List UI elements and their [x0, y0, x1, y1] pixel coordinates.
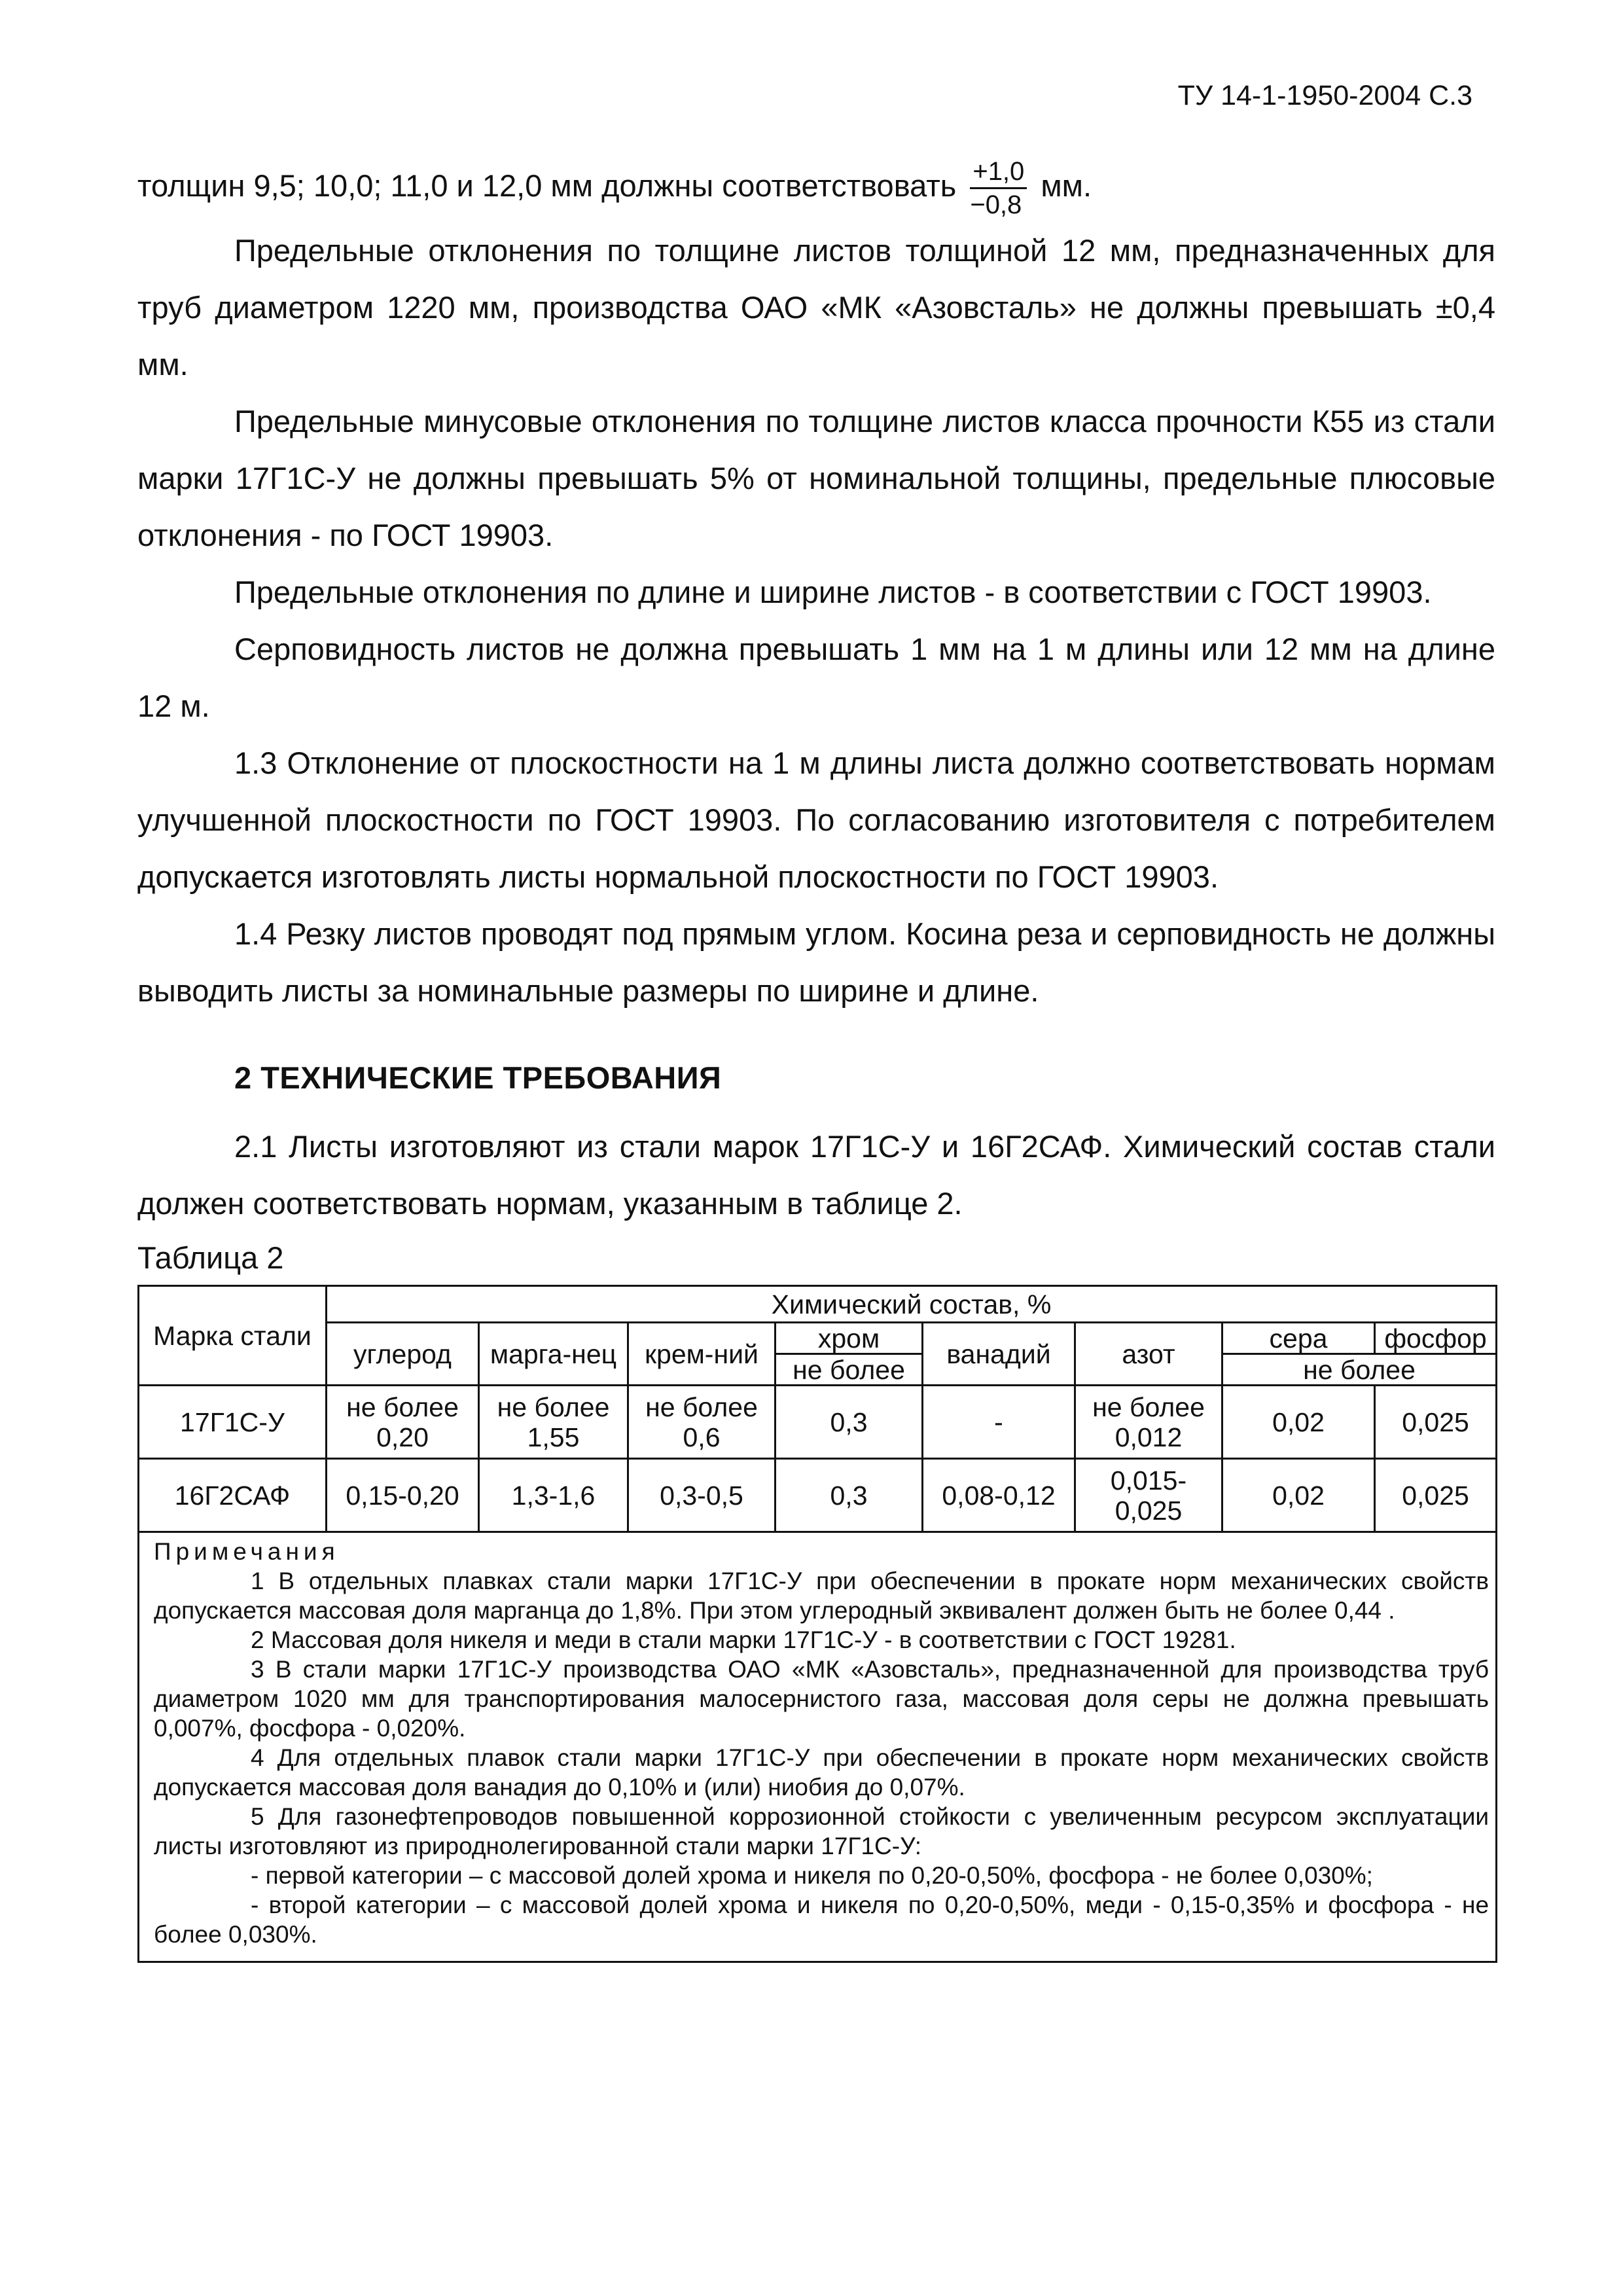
note-item: 1 В отдельных плавках стали марки 17Г1С-У при обеспечении в прокате норм механических свойств допускается массовая доля марганца до 1,8%. При этом углеродный эквивалент должен быть не более 0,44 . [154, 1568, 1489, 1624]
chemical-composition-table [137, 1285, 1497, 1963]
header-chromium-limit: не более [776, 1354, 923, 1386]
note-item: 2 Массовая доля никеля и меди в стали марки 17Г1С-У - в соответствии с ГОСТ 19281. [251, 1626, 1236, 1654]
header-silicon: крем-ний [628, 1323, 776, 1386]
table-notes-row [139, 1532, 1497, 1962]
paragraph-camber: Серповидность листов не должна превышать 1 мм на 1 м длины или 12 мм на длине 12 м. [137, 632, 1495, 724]
cell-grade: 17Г1С-У [139, 1386, 327, 1459]
header-composition: Химический состав, % [327, 1286, 1497, 1323]
cell-manganese: 1,3-1,6 [479, 1459, 628, 1532]
cell-silicon: не более 0,6 [628, 1386, 776, 1459]
fraction-numerator: +1,0 [970, 158, 1027, 189]
note-subitem: - первой категории – с массовой долей хрома и никеля по 0,20-0,50%, фосфора - не более 0,030%; [251, 1862, 1373, 1890]
header-sulfur: сера [1222, 1323, 1375, 1354]
note-subitem: - второй категории – с массовой долей хрома и никеля по 0,20-0,50%, меди - 0,15-0,35% и фосфора - не более 0,030%. [154, 1892, 1489, 1948]
header-grade: Марка стали [139, 1286, 327, 1386]
header-nitrogen: азот [1075, 1323, 1222, 1386]
header-chromium: хром [776, 1323, 923, 1354]
cell-vanadium: 0,08-0,12 [923, 1459, 1075, 1532]
paragraph-length-width: Предельные отклонения по длине и ширине листов - в соответствии с ГОСТ 19903. [234, 575, 1432, 610]
cell-chromium: 0,3 [776, 1386, 923, 1459]
cell-phosphorus: 0,025 [1375, 1386, 1497, 1459]
header-sp-limit: не более [1222, 1354, 1497, 1386]
cell-silicon: 0,3-0,5 [628, 1459, 776, 1532]
paragraph-azovstal-tolerance: Предельные отклонения по толщине листов толщиной 12 мм, предназначенных для труб диаметром 1220 мм, производства ОАО «МК «Азовсталь» не должны превышать ±0,4 мм. [137, 233, 1495, 382]
paragraph-text: мм. [1041, 168, 1092, 203]
cell-sulfur: 0,02 [1222, 1386, 1375, 1459]
table-row [139, 1459, 1497, 1532]
paragraph-steel-grades: 2.1 Листы изготовляют из стали марок 17Г1С-У и 16Г2САФ. Химический состав стали должен соответствовать нормам, указанным в таблице 2. [137, 1129, 1495, 1221]
header-manganese: марга-нец [479, 1323, 628, 1386]
tolerance-fraction [970, 158, 1027, 218]
table-caption: Таблица 2 [137, 1240, 284, 1276]
cell-sulfur: 0,02 [1222, 1459, 1375, 1532]
note-item: 5 Для газонефтепроводов повышенной коррозионной стойкости с увеличенным ресурсом эксплуатации листы изготовляют из природнолегированной стали марки 17Г1С-У: [154, 1803, 1489, 1860]
table-header-row [139, 1286, 1497, 1323]
fraction-denominator: −0,8 [970, 190, 1022, 220]
cell-nitrogen: 0,015-0,025 [1075, 1459, 1222, 1532]
table-notes [139, 1532, 1497, 1962]
paragraph-minus-tolerance: Предельные минусовые отклонения по толщине листов класса прочности К55 из стали марки 17Г1С-У не должны превышать 5% от номинальной толщины, предельные плюсовые отклонения - по ГОСТ 19903. [137, 404, 1495, 553]
cell-chromium: 0,3 [776, 1459, 923, 1532]
cell-grade: 16Г2САФ [139, 1459, 327, 1532]
header-phosphorus: фосфор [1375, 1323, 1497, 1354]
paragraph-thickness-tolerance [137, 157, 1495, 218]
cell-vanadium: - [923, 1386, 1075, 1459]
cell-carbon: 0,15-0,20 [327, 1459, 479, 1532]
table-row [139, 1386, 1497, 1459]
cell-manganese: не более 1,55 [479, 1386, 628, 1459]
paragraph-flatness: 1.3 Отклонение от плоскостности на 1 м длины листа должно соответствовать нормам улучшенной плоскостности по ГОСТ 19903. По согласованию изготовителя с потребителем допускается изготовлять листы нормальной плоскостности по ГОСТ 19903. [137, 745, 1495, 895]
cell-phosphorus: 0,025 [1375, 1459, 1497, 1532]
page-header: ТУ 14-1-1950-2004 С.3 [1177, 80, 1472, 111]
cell-carbon: не более 0,20 [327, 1386, 479, 1459]
note-item: 3 В стали марки 17Г1С-У производства ОАО «МК «Азовсталь», предназначенной для производства труб диаметром 1020 мм для транспортирования малосернистого газа, массовая доля серы не должна превышать 0,007%, фосфора - 0,020%. [154, 1656, 1489, 1742]
cell-nitrogen: не более 0,012 [1075, 1386, 1222, 1459]
paragraph-text: толщин 9,5; 10,0; 11,0 и 12,0 мм должны соответствовать [137, 168, 957, 203]
header-vanadium: ванадий [923, 1323, 1075, 1386]
table-header-row [139, 1323, 1497, 1354]
section-title: 2 ТЕХНИЧЕСКИЕ ТРЕБОВАНИЯ [234, 1060, 722, 1096]
paragraph-cutting: 1.4 Резку листов проводят под прямым углом. Косина реза и серповидность не должны выводить листы за номинальные размеры по ширине и длине. [137, 916, 1495, 1009]
notes-title: Примечания [154, 1538, 340, 1566]
note-item: 4 Для отдельных плавок стали марки 17Г1С-У при обеспечении в прокате норм механических свойств допускается массовая доля ванадия до 0,10% и (или) ниобия до 0,07%. [154, 1744, 1489, 1801]
header-carbon: углерод [327, 1323, 479, 1386]
document-body [137, 157, 1495, 1963]
